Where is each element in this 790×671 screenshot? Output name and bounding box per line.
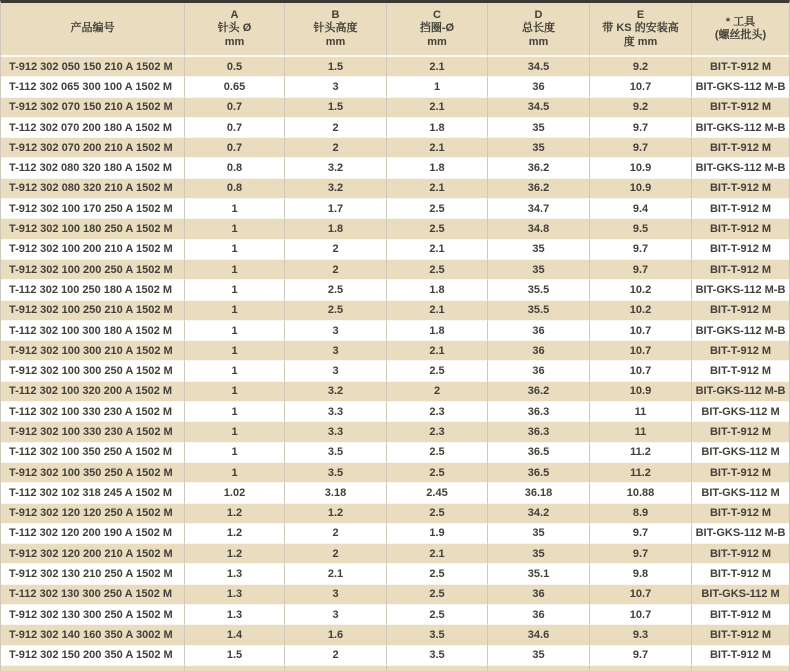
cell-b: 3 [285,341,387,361]
cell-tool: BIT-GKS-112 M [692,483,789,503]
cell-d: 36.5 [488,463,590,483]
table-row [1,138,789,158]
cell-c: 1 [387,77,488,97]
cell-product: T-112 302 070 200 180 A 1502 M [1,118,185,138]
table-row [1,585,789,605]
cell-d: 34.5 [488,98,590,118]
cell-a: 0.7 [185,118,285,138]
cell-a: 1 [185,422,285,442]
cell-d: 36 [488,77,590,97]
cell-a: 0.7 [185,98,285,118]
cell-a: 1.5 [185,646,285,666]
column-header-line: 产品编号 [70,22,115,35]
table-row [1,219,789,239]
cell-product: T-112 302 100 330 230 A 1502 M [1,402,185,422]
cell-a: 1 [185,240,285,260]
cell-b: 3.5 [285,463,387,483]
cell-e: 9.7 [590,138,692,158]
table-row [1,402,789,422]
cell-tool: BIT-T-912 M [692,422,789,442]
cell-tool: BIT-GKS-112 M-B [692,118,789,138]
cell-d: 35.1 [488,564,590,584]
cell-d: 36.2 [488,179,590,199]
cell-b: 2 [285,240,387,260]
cell-d: 35.5 [488,301,590,321]
cell-c: 2.1 [387,240,488,260]
cell-a: 1.02 [185,483,285,503]
table-row [1,77,789,97]
table-row [1,158,789,178]
cell-product: T-912 302 120 120 250 A 1502 M [1,504,185,524]
cell-e: 10.7 [590,585,692,605]
cell-tool: BIT-GKS-112 M [692,443,789,463]
cell-c: 1.8 [387,321,488,341]
cell-a: 1.2 [185,544,285,564]
cell-a: 1 [185,219,285,239]
cell-a: 0.5 [185,57,285,77]
column-header-line: mm [528,35,549,48]
cell-c: 2.1 [387,57,488,77]
column-header-tool [692,3,789,57]
cell-product: T-112 302 065 300 100 A 1502 M [1,77,185,97]
cell-b: 1.7 [285,199,387,219]
cell-a: 1 [185,260,285,280]
cell-c: 2.1 [387,544,488,564]
cell-product: T-912 302 140 160 350 A 3002 M [1,625,185,645]
cell-c: 2.1 [387,98,488,118]
column-header-line: 针头 Ø [217,22,252,35]
cell-e: 11 [590,422,692,442]
cell-c: 2.5 [387,443,488,463]
cell-a: 1.2 [185,524,285,544]
cell-e: 9.7 [590,544,692,564]
cell-d: 36 [488,605,590,625]
cell-a: 1 [185,463,285,483]
cell-e: 9.4 [590,199,692,219]
cell-a: 1.3 [185,564,285,584]
cell-d: 35 [488,646,590,666]
cell-e: 10.2 [590,280,692,300]
cell-a: 0.65 [185,77,285,97]
column-header-c [387,3,488,57]
cell-tool: BIT-T-912 M [692,504,789,524]
cell-b: 2.1 [285,564,387,584]
cell-c: 2.5 [387,564,488,584]
table-row [1,625,789,645]
cell-tool: BIT-T-912 M [692,138,789,158]
cell-d: 35 [488,524,590,544]
cell-c: 1.9 [387,524,488,544]
cell-e: 10.7 [590,605,692,625]
cell-product: T-912 302 100 250 210 A 1502 M [1,301,185,321]
cell-b: 1.6 [285,625,387,645]
table-row [1,443,789,463]
cell-c: 2.5 [387,199,488,219]
cell-e: 9.7 [590,646,692,666]
cell-e: 9.3 [590,625,692,645]
cell-product: T-112 302 100 300 180 A 1502 M [1,321,185,341]
cell-product: T-912 302 100 200 210 A 1502 M [1,240,185,260]
cell-d: 34.7 [488,199,590,219]
cell-empty [185,666,285,671]
table-row [1,564,789,584]
table-body [1,57,789,671]
header-row [1,3,789,57]
cell-a: 1 [185,443,285,463]
table-row [1,605,789,625]
table-row [1,422,789,442]
column-header-line: C [433,8,441,21]
cell-d: 36.2 [488,382,590,402]
cell-e: 11.2 [590,443,692,463]
cell-product: T-112 302 100 320 200 A 1502 M [1,382,185,402]
table-row [1,483,789,503]
cell-c: 2.3 [387,422,488,442]
cell-a: 1 [185,199,285,219]
cell-e: 10.9 [590,382,692,402]
cell-c: 2.5 [387,504,488,524]
cell-a: 0.7 [185,138,285,158]
cell-c: 2.5 [387,219,488,239]
cell-c: 1.8 [387,118,488,138]
table-row [1,280,789,300]
cell-product: T-112 302 080 320 180 A 1502 M [1,158,185,178]
column-header-line: 总长度 [522,22,555,35]
cell-e: 9.7 [590,524,692,544]
cell-e: 10.2 [590,301,692,321]
table-row [1,504,789,524]
cell-a: 1 [185,382,285,402]
cell-tool: BIT-T-912 M [692,240,789,260]
cell-product: T-912 302 070 150 210 A 1502 M [1,98,185,118]
table-row [1,646,789,666]
cell-tool: BIT-T-912 M [692,199,789,219]
cell-empty [387,666,488,671]
cell-d: 34.2 [488,504,590,524]
column-header-line: (螺丝批头) [714,29,767,41]
cell-e: 10.9 [590,179,692,199]
cell-d: 34.5 [488,57,590,77]
cell-c: 1.8 [387,158,488,178]
product-spec-table [1,3,789,671]
cell-d: 35.5 [488,280,590,300]
cell-a: 1 [185,402,285,422]
column-header-line: mm [224,35,245,48]
column-header-a [185,3,285,57]
cell-c: 2.5 [387,585,488,605]
table-row [1,98,789,118]
cell-product: T-112 302 120 200 190 A 1502 M [1,524,185,544]
cell-b: 1.5 [285,57,387,77]
cell-e: 10.7 [590,77,692,97]
cell-tool: BIT-T-912 M [692,219,789,239]
cell-product: T-912 302 150 200 350 A 1502 M [1,646,185,666]
cell-b: 2 [285,138,387,158]
table-row [1,341,789,361]
cell-d: 35 [488,118,590,138]
cell-b: 2.5 [285,280,387,300]
cell-c: 2.5 [387,463,488,483]
cell-product: T-912 302 100 200 250 A 1502 M [1,260,185,280]
cell-b: 3 [285,585,387,605]
cell-a: 0.8 [185,179,285,199]
column-header-line: 带 KS 的安装高 [602,22,679,35]
cell-empty [285,666,387,671]
cell-a: 1 [185,301,285,321]
table-row-partial [1,666,789,671]
cell-b: 3.3 [285,422,387,442]
cell-tool: BIT-GKS-112 M [692,585,789,605]
cell-tool: BIT-T-912 M [692,625,789,645]
cell-d: 36.18 [488,483,590,503]
cell-a: 1 [185,321,285,341]
cell-tool: BIT-T-912 M [692,463,789,483]
cell-e: 9.7 [590,260,692,280]
column-header-line: 度 mm [623,35,658,48]
cell-product: T-112 302 100 250 180 A 1502 M [1,280,185,300]
cell-b: 1.8 [285,219,387,239]
cell-tool: BIT-GKS-112 M-B [692,321,789,341]
cell-b: 3.2 [285,382,387,402]
cell-e: 9.7 [590,240,692,260]
cell-c: 2.5 [387,361,488,381]
cell-b: 3.3 [285,402,387,422]
table-row [1,240,789,260]
cell-b: 3.2 [285,158,387,178]
cell-product: T-912 302 100 300 250 A 1502 M [1,361,185,381]
cell-b: 1.2 [285,504,387,524]
cell-tool: BIT-T-912 M [692,605,789,625]
cell-c: 2 [387,382,488,402]
cell-e: 9.5 [590,219,692,239]
cell-product: T-112 302 102 318 245 A 1502 M [1,483,185,503]
cell-c: 3.5 [387,625,488,645]
cell-b: 2 [285,646,387,666]
cell-e: 9.8 [590,564,692,584]
cell-product: T-912 302 050 150 210 A 1502 M [1,57,185,77]
table-row [1,301,789,321]
column-header-line: B [331,8,340,21]
cell-c: 2.45 [387,483,488,503]
cell-product: T-912 302 100 350 250 A 1502 M [1,463,185,483]
cell-tool: BIT-GKS-112 M-B [692,524,789,544]
cell-d: 36.3 [488,422,590,442]
cell-tool: BIT-T-912 M [692,179,789,199]
cell-tool: BIT-T-912 M [692,646,789,666]
cell-d: 36 [488,585,590,605]
cell-e: 11.2 [590,463,692,483]
cell-tool: BIT-T-912 M [692,260,789,280]
cell-b: 2 [285,118,387,138]
cell-c: 1.8 [387,280,488,300]
table-row [1,179,789,199]
cell-e: 10.88 [590,483,692,503]
cell-b: 2.5 [285,301,387,321]
cell-b: 3 [285,321,387,341]
cell-b: 3 [285,361,387,381]
cell-d: 35 [488,544,590,564]
cell-product: T-912 302 080 320 210 A 1502 M [1,179,185,199]
cell-c: 3.5 [387,646,488,666]
cell-d: 36.2 [488,158,590,178]
column-header-line: * 工具 [725,15,756,28]
column-header-b [285,3,387,57]
cell-c: 2.5 [387,605,488,625]
cell-tool: BIT-T-912 M [692,57,789,77]
cell-d: 36 [488,341,590,361]
cell-product: T-912 302 130 210 250 A 1502 M [1,564,185,584]
cell-product: T-912 302 070 200 210 A 1502 M [1,138,185,158]
cell-d: 36.3 [488,402,590,422]
cell-c: 2.1 [387,341,488,361]
cell-d: 35 [488,260,590,280]
cell-d: 36 [488,361,590,381]
cell-a: 1 [185,361,285,381]
cell-b: 1.5 [285,98,387,118]
cell-c: 2.1 [387,138,488,158]
cell-product: T-912 302 120 200 210 A 1502 M [1,544,185,564]
column-header-line: mm [427,35,447,48]
cell-tool: BIT-GKS-112 M-B [692,280,789,300]
column-header-e [590,3,692,57]
table-row [1,118,789,138]
table-row [1,361,789,381]
cell-d: 35 [488,138,590,158]
cell-b: 2 [285,544,387,564]
cell-product: T-912 302 100 180 250 A 1502 M [1,219,185,239]
cell-a: 1.2 [185,504,285,524]
cell-a: 1.3 [185,605,285,625]
table-row [1,524,789,544]
cell-e: 8.9 [590,504,692,524]
cell-tool: BIT-T-912 M [692,301,789,321]
cell-a: 1 [185,341,285,361]
cell-tool: BIT-GKS-112 M-B [692,77,789,97]
cell-product: T-112 302 130 300 250 A 1502 M [1,585,185,605]
cell-product: T-112 302 100 350 250 A 1502 M [1,443,185,463]
cell-e: 9.2 [590,98,692,118]
table-row [1,260,789,280]
cell-d: 34.6 [488,625,590,645]
cell-e: 10.9 [590,158,692,178]
cell-b: 3.18 [285,483,387,503]
cell-empty [1,666,185,671]
cell-empty [488,666,590,671]
cell-c: 2.3 [387,402,488,422]
column-header-product [1,3,185,57]
cell-b: 2 [285,524,387,544]
cell-d: 34.8 [488,219,590,239]
cell-c: 2.5 [387,260,488,280]
cell-product: T-912 302 100 300 210 A 1502 M [1,341,185,361]
cell-product: T-912 302 100 330 230 A 1502 M [1,422,185,442]
cell-tool: BIT-T-912 M [692,361,789,381]
cell-tool: BIT-GKS-112 M [692,402,789,422]
cell-c: 2.1 [387,179,488,199]
table-row [1,321,789,341]
cell-b: 3 [285,605,387,625]
cell-tool: BIT-T-912 M [692,564,789,584]
cell-e: 10.7 [590,361,692,381]
cell-product: T-912 302 100 170 250 A 1502 M [1,199,185,219]
cell-empty [692,666,789,671]
table-row [1,57,789,77]
cell-e: 11 [590,402,692,422]
table-row [1,544,789,564]
cell-e: 10.7 [590,321,692,341]
cell-d: 36.5 [488,443,590,463]
cell-d: 36 [488,321,590,341]
cell-e: 9.2 [590,57,692,77]
cell-empty [590,666,692,671]
column-header-line: 挡圈-Ø [419,22,455,35]
cell-tool: BIT-GKS-112 M-B [692,158,789,178]
cell-tool: BIT-T-912 M [692,544,789,564]
cell-d: 35 [488,240,590,260]
cell-tool: BIT-T-912 M [692,98,789,118]
cell-e: 10.7 [590,341,692,361]
cell-b: 2 [285,260,387,280]
column-header-line: mm [325,35,346,48]
column-header-d [488,3,590,57]
cell-a: 0.8 [185,158,285,178]
cell-b: 3.2 [285,179,387,199]
table-row [1,463,789,483]
cell-c: 2.1 [387,301,488,321]
cell-e: 9.7 [590,118,692,138]
cell-tool: BIT-GKS-112 M-B [692,382,789,402]
cell-b: 3 [285,77,387,97]
table-row [1,382,789,402]
cell-tool: BIT-T-912 M [692,341,789,361]
column-header-line: D [534,8,543,21]
column-header-line: 针头高度 [313,22,358,35]
cell-a: 1 [185,280,285,300]
cell-b: 3.5 [285,443,387,463]
column-header-line: A [230,8,239,21]
cell-product: T-912 302 130 300 250 A 1502 M [1,605,185,625]
cell-a: 1.3 [185,585,285,605]
column-header-line: E [636,8,645,21]
table-row [1,199,789,219]
cell-a: 1.4 [185,625,285,645]
